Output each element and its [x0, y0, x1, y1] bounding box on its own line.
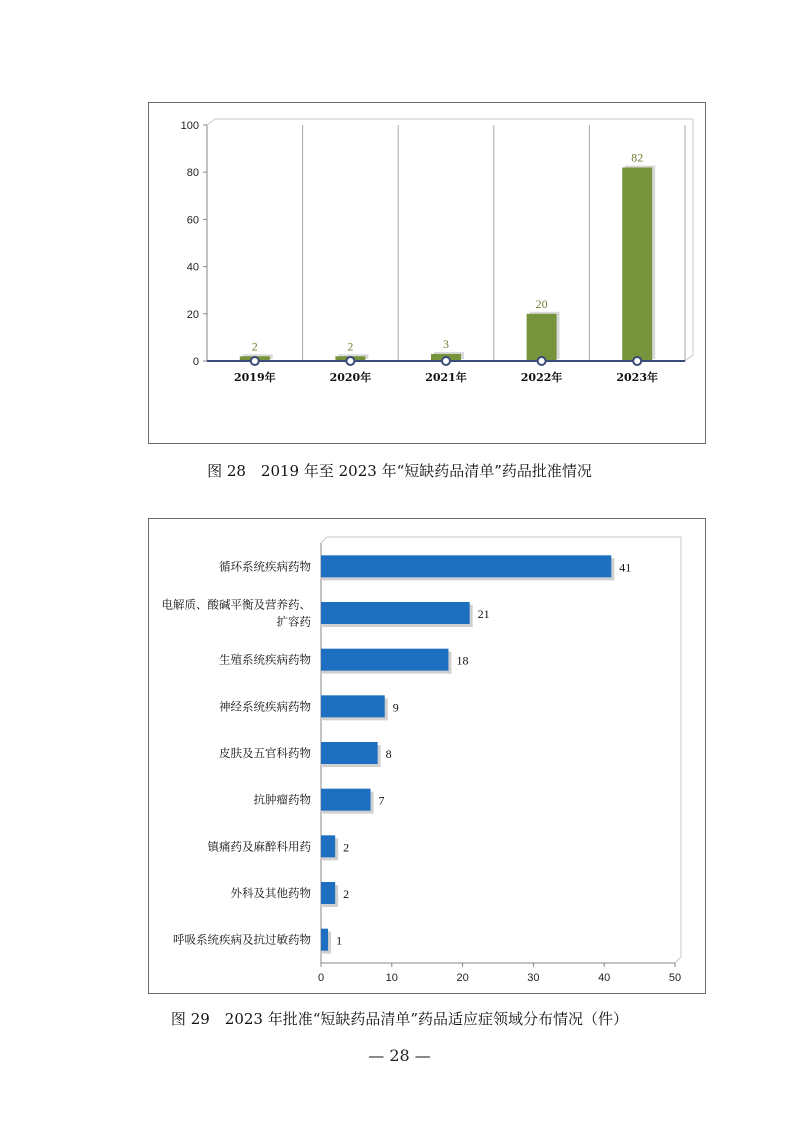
data-label: 2 [343, 840, 350, 855]
y-category-label: 抗肿瘤药物 [253, 792, 311, 807]
plot-back-edge [675, 957, 681, 963]
figure-28-frame [148, 102, 706, 444]
data-label: 1 [336, 933, 343, 948]
y-category-label: 扩容药 [276, 614, 311, 629]
data-label: 2 [347, 339, 354, 354]
baseline-marker [251, 357, 259, 365]
x-tick-label: 40 [598, 972, 611, 984]
page-number: — 28 — [368, 1046, 431, 1065]
y-category-label: 外科及其他药物 [230, 886, 311, 900]
bar-呼吸系统疾病及抗过敏药物 [321, 929, 328, 951]
figure-28-chart [149, 103, 705, 443]
data-label: 2 [343, 887, 350, 901]
plot-back-edge [685, 355, 693, 361]
y-tick-label: 80 [186, 167, 199, 180]
baseline-marker [442, 357, 450, 365]
data-label: 3 [443, 336, 449, 351]
baseline-marker [633, 357, 641, 365]
bar-抗肿瘤药物 [321, 789, 371, 811]
y-category-label: 呼吸系统疾病及抗过敏药物 [173, 932, 311, 947]
data-label: 41 [619, 560, 632, 575]
data-label: 21 [477, 607, 490, 621]
figure-29-caption: 图 29 2023 年批准“短缺药品清单”药品适应症领域分布情况（件） [170, 1010, 629, 1028]
y-tick-label: 100 [180, 120, 199, 132]
bar-循环系统疾病药物 [321, 555, 611, 577]
bar-皮肤及五官科药物 [321, 742, 378, 764]
x-tick-label: 30 [527, 972, 540, 984]
x-category-label: 2023年 [616, 371, 659, 384]
bar-镇痛药及麻醉科用药 [321, 835, 335, 857]
bar-电解质、酸碱平衡及营养药、扩容药 [321, 602, 470, 624]
x-category-label: 2022年 [520, 371, 563, 384]
x-tick-label: 10 [385, 972, 398, 984]
y-tick-label: 40 [186, 261, 199, 274]
y-category-label: 镇痛药及麻醉科用药 [207, 839, 311, 854]
y-category-label: 电解质、酸碱平衡及营养药、 [161, 597, 311, 612]
x-tick-label: 20 [456, 972, 469, 984]
data-label: 18 [456, 653, 469, 668]
data-label: 20 [535, 296, 548, 311]
x-category-label: 2021年 [425, 371, 467, 384]
data-label: 7 [378, 793, 385, 808]
y-category-label: 循环系统疾病药物 [219, 559, 311, 574]
plot-back-edge [207, 119, 693, 355]
y-tick-label: 60 [186, 214, 199, 227]
figure-29-chart [149, 519, 705, 993]
x-tick-label: 0 [317, 972, 325, 984]
x-category-label: 2020年 [329, 371, 372, 384]
y-tick-label: 0 [192, 356, 199, 368]
data-label: 9 [392, 700, 399, 715]
data-label: 2 [251, 339, 258, 354]
bar-2022年 [527, 314, 557, 361]
y-category-label: 神经系统疾病药物 [219, 699, 311, 714]
x-tick-label: 50 [668, 972, 682, 984]
bar-神经系统疾病药物 [321, 695, 385, 717]
data-label: 8 [385, 747, 392, 761]
y-category-label: 生殖系统疾病药物 [219, 652, 311, 667]
y-category-label: 皮肤及五官科药物 [219, 746, 311, 760]
data-label: 82 [631, 150, 644, 165]
bar-2023年 [622, 167, 652, 361]
x-category-label: 2019年 [233, 371, 276, 384]
bar-生殖系统疾病药物 [321, 649, 448, 671]
baseline-marker [538, 357, 546, 365]
y-tick-label: 20 [186, 308, 199, 321]
figure-28-caption: 图 28 2019 年至 2023 年“短缺药品清单”药品批准情况 [207, 462, 592, 480]
baseline-marker [346, 357, 354, 365]
figure-29-frame [148, 518, 706, 994]
bar-外科及其他药物 [321, 882, 335, 904]
